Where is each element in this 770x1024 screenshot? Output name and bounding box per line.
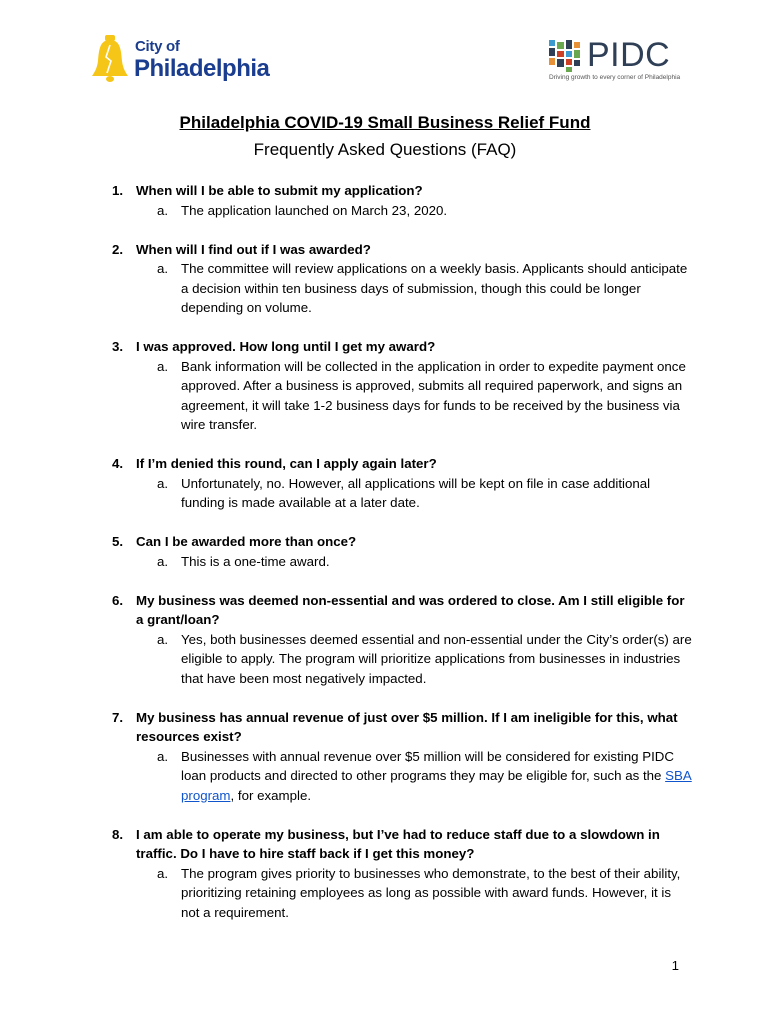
answer-text: Bank information will be collected in the application in order to expedite payment once approved. After a business is approved, submits all required paperwork, and signs an agreement, it will take 1-2 business days for funds to be received by the business via wire transfer.	[181, 358, 686, 432]
page-number: 1	[671, 958, 679, 973]
answer-text: The program gives priority to businesses who demonstrate, to the best of their ability, prioritizing retaining employees as long as possible with award funds. However, it is not a requirement.	[181, 865, 681, 920]
document-subtitle: Frequently Asked Questions (FAQ)	[253, 140, 517, 159]
question-text: Can I be awarded more than once?	[136, 534, 357, 549]
faq-item	[112, 532, 692, 571]
question-number: 2.	[112, 241, 124, 257]
answer-letter: a.	[157, 202, 169, 218]
answer-text: Yes, both businesses deemed essential and non-essential under the City’s order(s) are eligible to apply. The program will prioritize applications from businesses in industries that have been most negatively impacted.	[181, 631, 692, 686]
faq-question	[112, 454, 692, 474]
question-text: I am able to operate my business, but I’ve had to reduce staff due to a slowdown in traffic. Do I have to hire staff back if I get this money?	[136, 826, 660, 861]
question-text: My business was deemed non-essential and was ordered to close. Am I still eligible for a grant/loan?	[136, 592, 685, 627]
faq-answer	[157, 864, 692, 923]
answer-text: The application launched on March 23, 2020.	[181, 202, 448, 218]
answer-text-before-link: Businesses with annual revenue over $5 million will be considered for existing PIDC loan products and directed to other programs they may be eligible for, such as the	[181, 748, 674, 783]
question-number: 7.	[112, 709, 124, 725]
faq-list	[112, 181, 692, 942]
faq-answer	[157, 552, 692, 572]
faq-question	[112, 591, 692, 630]
faq-question	[112, 708, 692, 747]
city-of-philadelphia-logo	[91, 33, 291, 89]
document-title: Philadelphia COVID-19 Small Business Relief Fund	[179, 113, 591, 132]
pidc-tagline: Driving growth to every corner of Philadelphia	[549, 74, 681, 81]
question-number: 1.	[112, 183, 124, 198]
question-number: 6.	[112, 592, 124, 608]
question-text: I was approved. How long until I get my award?	[136, 339, 436, 354]
answer-text: Unfortunately, no. However, all applications will be kept on file in case additional funding is made available at a later date.	[181, 475, 651, 510]
question-text: My business has annual revenue of just over $5 million. If I am ineligible for this, what resources exist?	[136, 709, 678, 744]
liberty-bell-icon	[91, 35, 131, 85]
answer-letter: a.	[157, 261, 169, 276]
faq-question	[112, 825, 692, 864]
faq-answer	[157, 357, 692, 435]
answer-text: This is a one-time award.	[181, 553, 330, 569]
faq-item	[112, 240, 692, 318]
sba-program-link[interactable]: SBA program	[181, 768, 692, 803]
faq-item	[112, 337, 692, 435]
faq-item	[112, 591, 692, 689]
answer-text: The committee will review applications on a weekly basis. Applicants should anticipate a decision within ten business days of submission, though this could be longer depending on volume.	[181, 261, 688, 315]
answer-text	[181, 747, 692, 806]
faq-question	[112, 532, 692, 552]
answer-letter: a.	[157, 748, 169, 764]
philadelphia-text: Philadelphia	[134, 55, 270, 82]
answer-letter: a.	[157, 631, 169, 647]
question-text: When will I find out if I was awarded?	[136, 241, 371, 257]
faq-item	[112, 825, 692, 923]
question-text: If I’m denied this round, can I apply again later?	[136, 456, 437, 471]
answer-letter: a.	[157, 475, 169, 491]
question-number: 5.	[112, 534, 124, 549]
question-number: 4.	[112, 456, 124, 471]
faq-item	[112, 454, 692, 513]
faq-question	[112, 181, 692, 201]
answer-letter: a.	[157, 553, 169, 569]
question-text: When will I be able to submit my application?	[136, 183, 423, 198]
pidc-mosaic-icon	[549, 40, 581, 72]
faq-question	[112, 337, 692, 357]
faq-question	[112, 240, 692, 260]
faq-answer	[157, 259, 692, 318]
answer-letter: a.	[157, 865, 169, 881]
answer-text-after-link: , for example.	[230, 787, 312, 803]
city-of-text: City of	[135, 38, 180, 55]
pidc-wordmark: PIDC	[587, 36, 671, 74]
answer-letter: a.	[157, 358, 169, 374]
faq-item	[112, 181, 692, 220]
pidc-logo	[549, 36, 689, 86]
faq-answer	[157, 474, 692, 513]
question-number: 3.	[112, 339, 124, 354]
faq-answer	[157, 747, 692, 806]
faq-answer	[157, 201, 692, 221]
faq-item	[112, 708, 692, 806]
faq-answer	[157, 630, 692, 689]
question-number: 8.	[112, 826, 124, 842]
